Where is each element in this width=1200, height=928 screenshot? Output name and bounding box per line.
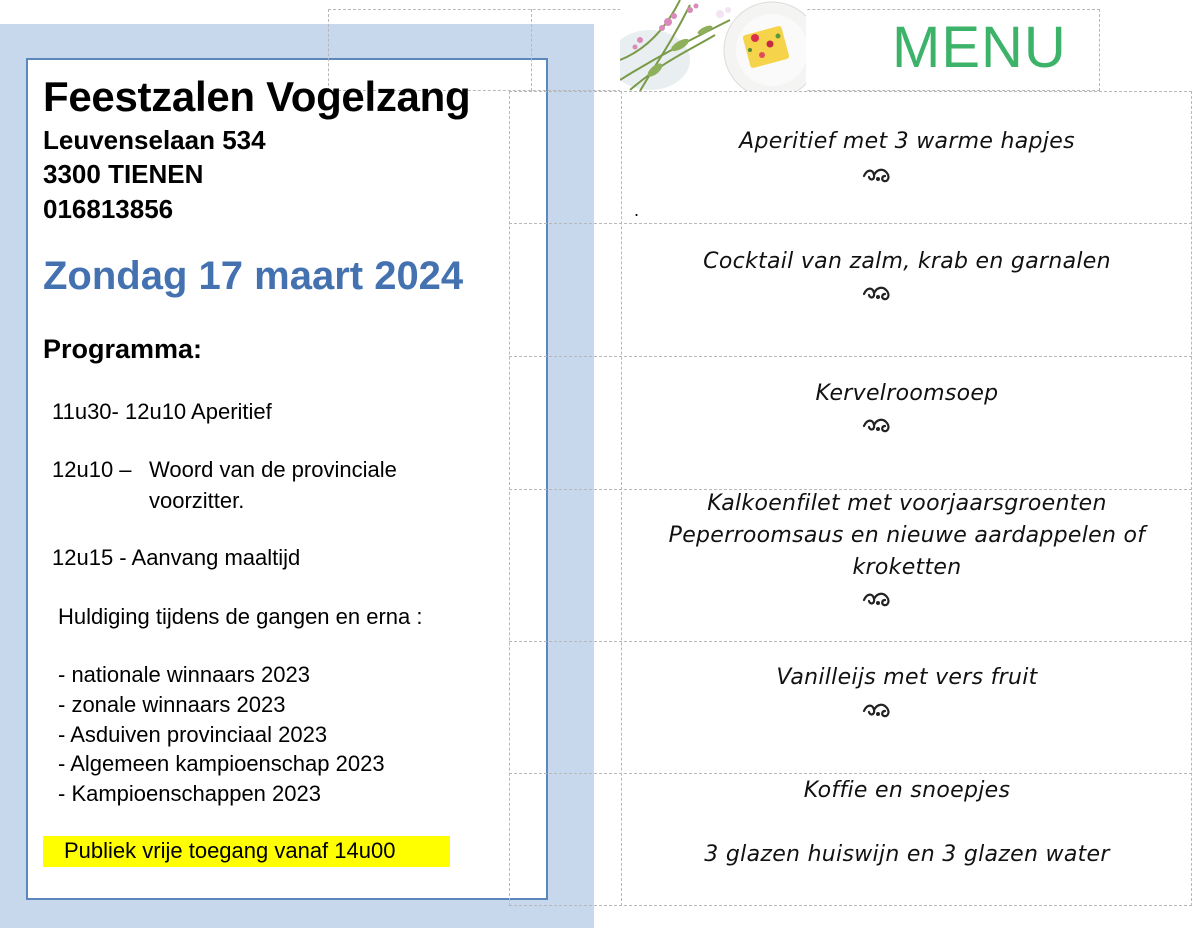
stray-dot: .	[634, 200, 640, 220]
menu-course	[622, 246, 1192, 278]
program-item-speech-text: voorzitter.	[149, 488, 245, 513]
ornament-icon	[861, 284, 893, 304]
course-line: Kervelroomsoep	[815, 381, 999, 406]
menu-course	[622, 775, 1192, 807]
ornament-icon	[861, 416, 893, 436]
honors-item: - nationale winnaars 2023	[58, 662, 310, 687]
guide-line	[509, 773, 1192, 774]
guide-line	[509, 356, 1192, 357]
honors-intro: Huldiging tijdens de gangen en erna :	[58, 604, 423, 629]
menu-course	[622, 662, 1192, 694]
honors-item: - Asduiven provinciaal 2023	[58, 722, 328, 747]
course-line: Koffie en snoepjes	[803, 778, 1011, 803]
menu-course	[622, 488, 1192, 584]
honors-item: - zonale winnaars 2023	[58, 692, 286, 717]
ornament-icon	[861, 166, 893, 186]
course-line: Kalkoenfilet met voorjaarsgroenten	[707, 491, 1107, 516]
menu-drinks	[622, 839, 1192, 871]
venue-city: 3300 TIENEN	[43, 159, 204, 189]
menu-title: MENU	[892, 15, 1067, 80]
guide-line	[531, 9, 532, 91]
program-heading: Programma:	[43, 334, 203, 364]
course-line: Cocktail van zalm, krab en garnalen	[703, 249, 1111, 274]
ornament-icon	[861, 590, 893, 610]
public-notice: Publiek vrije toegang vanaf 14u00	[64, 838, 396, 863]
program-item-meal: 12u15 - Aanvang maaltijd	[52, 545, 301, 570]
venue-name: Feestzalen Vogelzang	[43, 73, 471, 120]
menu-course	[622, 378, 1192, 410]
venue-street: Leuvenselaan 534	[43, 125, 266, 155]
event-date: Zondag 17 maart 2024	[43, 254, 464, 298]
guide-line	[509, 223, 1192, 224]
drinks-line: 3 glazen huiswijn en 3 glazen water	[704, 842, 1110, 867]
program-item-speech-time: 12u10 –	[52, 457, 132, 482]
food-plate-flowers-photo	[620, 0, 806, 91]
menu-course	[622, 126, 1192, 158]
course-line: kroketten	[852, 555, 962, 580]
program-item-aperitief: 11u30- 12u10 Aperitief	[52, 399, 272, 424]
honors-item: - Kampioenschappen 2023	[58, 781, 321, 806]
guide-line	[509, 641, 1192, 642]
ornament-icon	[861, 701, 893, 721]
course-line: Peperroomsaus en nieuwe aardappelen of	[668, 523, 1146, 548]
venue-phone: 016813856	[43, 194, 174, 224]
honors-item: - Algemeen kampioenschap 2023	[58, 751, 385, 776]
course-line: Aperitief met 3 warme hapjes	[739, 129, 1075, 154]
program-item-speech-text: Woord van de provinciale	[149, 457, 397, 482]
course-line: Vanilleijs met vers fruit	[776, 665, 1038, 690]
